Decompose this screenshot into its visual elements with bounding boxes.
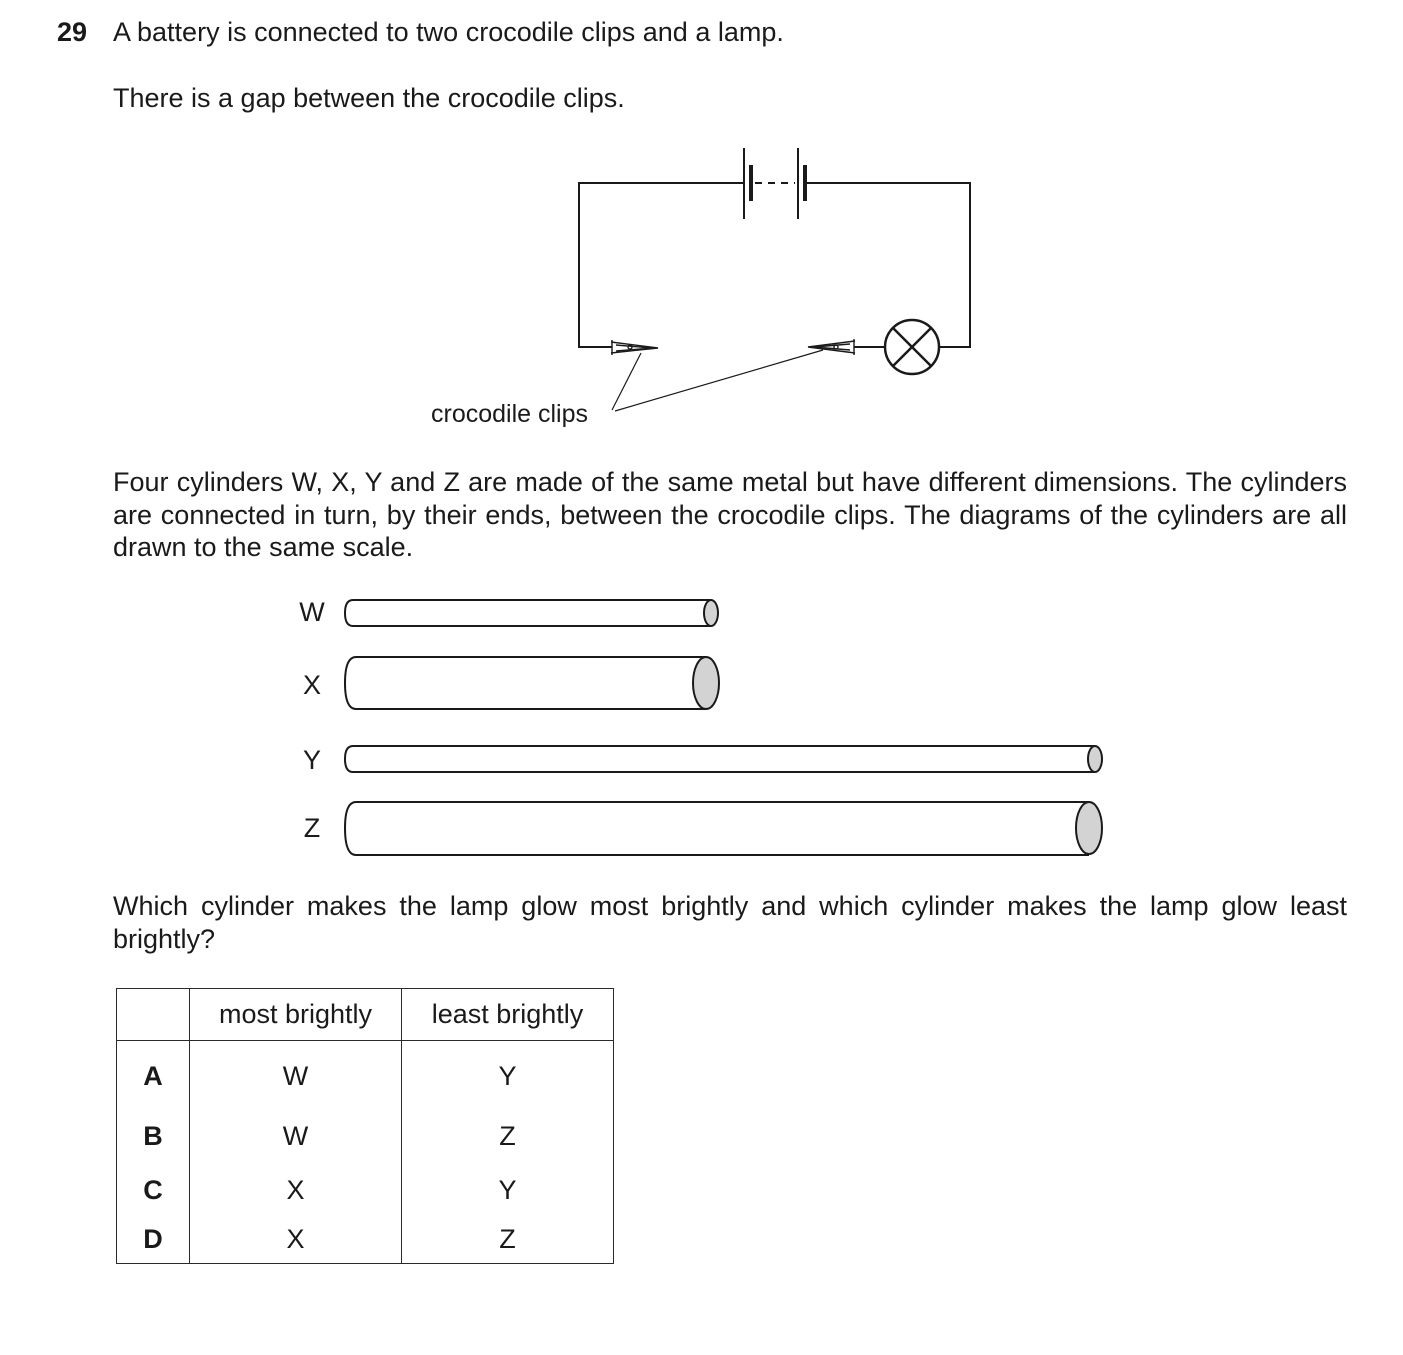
option-row-b[interactable] — [117, 1109, 614, 1163]
least-brightly-value: Z — [402, 1109, 614, 1163]
option-row-c[interactable] — [117, 1163, 614, 1217]
cylinder-x-label: X — [302, 670, 322, 700]
table-header-empty — [117, 989, 190, 1041]
least-brightly-value: Y — [402, 1041, 614, 1110]
option-letter: A — [117, 1041, 190, 1110]
left-wire — [579, 183, 745, 347]
least-brightly-value: Z — [402, 1217, 614, 1264]
leader-line-right — [615, 350, 823, 411]
most-brightly-value: W — [190, 1109, 402, 1163]
cylinder-z — [304, 802, 1102, 855]
answer-options-table — [116, 988, 614, 1264]
cylinders-description: Four cylinders W, X, Y and Z are made of the same metal but have different dimensions. The cylinders are connected in turn, by their ends, between the crocodile clips. The diagrams of the cylinders are all drawn to the same scale. — [113, 467, 1347, 562]
cylinder-y — [303, 745, 1102, 775]
question-gap-statement: There is a gap between the crocodile clips. — [113, 83, 625, 113]
cylinder-w — [299, 597, 718, 627]
crocodile-clips-label: crocodile clips — [431, 400, 589, 428]
table-header-most: most brightly — [190, 989, 402, 1041]
table-header-row — [117, 989, 614, 1041]
table-header-least: least brightly — [402, 989, 614, 1041]
crocodile-clip-left — [611, 340, 658, 355]
cylinder-y-label: Y — [302, 745, 322, 775]
question-intro: A battery is connected to two crocodile clips and a lamp. — [113, 17, 784, 47]
option-letter: B — [117, 1109, 190, 1163]
most-brightly-value: W — [190, 1041, 402, 1110]
battery-symbol — [744, 148, 805, 219]
least-brightly-value: Y — [402, 1163, 614, 1217]
option-letter: D — [117, 1217, 190, 1264]
cylinder-z-label: Z — [303, 813, 321, 843]
option-row-a[interactable] — [117, 1041, 614, 1110]
most-brightly-value: X — [190, 1163, 402, 1217]
cylinder-diagrams — [299, 597, 1102, 855]
question-number: 29 — [57, 17, 88, 47]
lamp-symbol — [885, 320, 939, 374]
right-wire — [803, 183, 970, 347]
cylinder-x — [303, 657, 719, 709]
leader-line-left — [612, 353, 641, 410]
option-row-d[interactable] — [117, 1217, 614, 1264]
cylinder-w-label: W — [299, 597, 325, 627]
most-brightly-value: X — [190, 1217, 402, 1264]
question-prompt: Which cylinder makes the lamp glow most brightly and which cylinder makes the lamp glow least brightly? — [113, 891, 1347, 954]
circuit-diagram — [579, 148, 970, 411]
option-letter: C — [117, 1163, 190, 1217]
